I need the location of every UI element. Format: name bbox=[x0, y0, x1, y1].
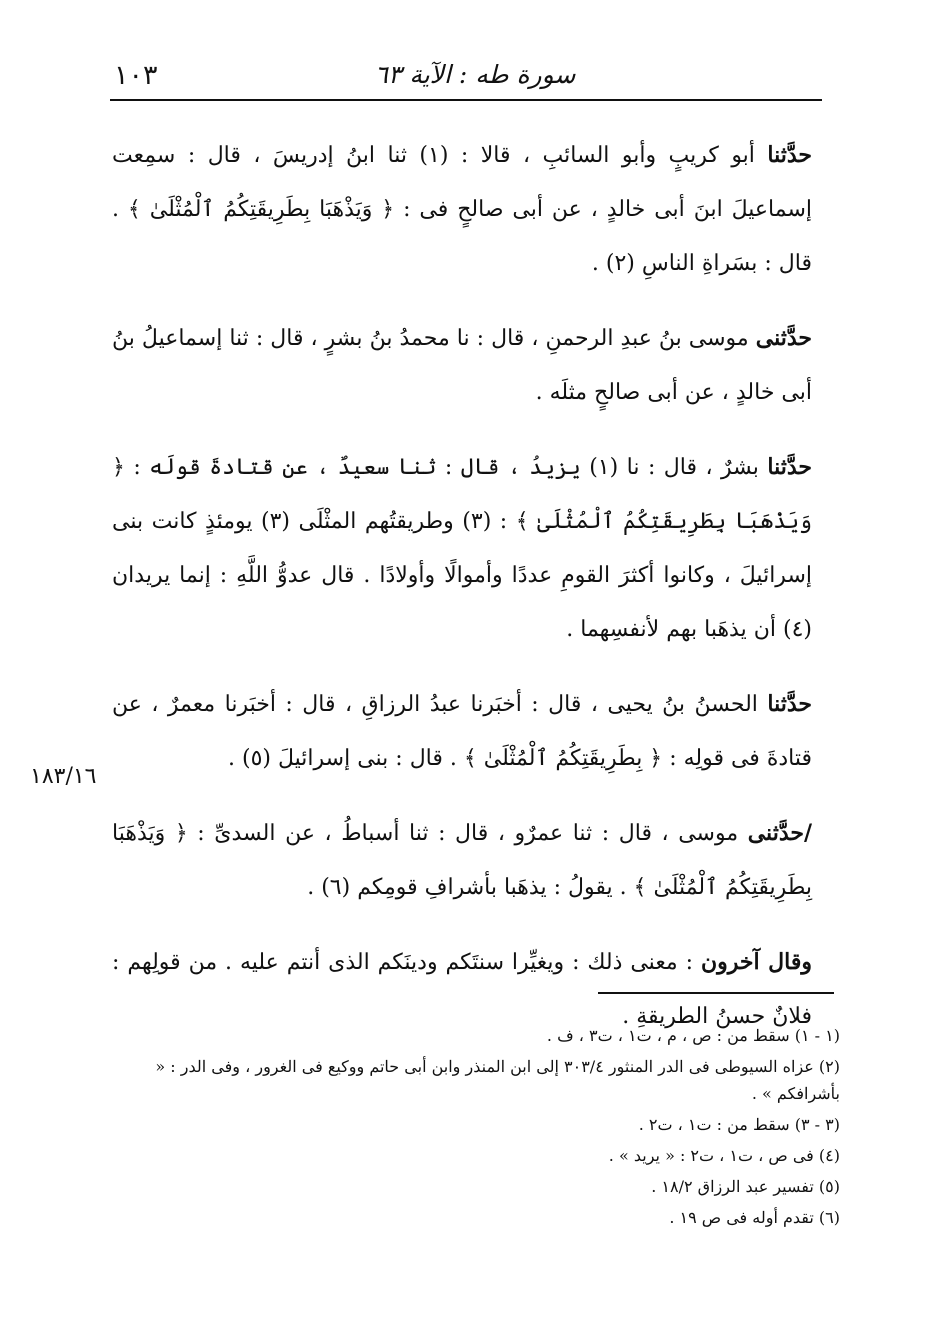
paragraph-text: الحسنُ بنُ يحيى ، قال : أخبَرنا عبدُ الرزاقِ ، قال : أخبَرنا معمرٌ ، عن قتادةَ فى قولِه : ﴿ بِطَرِيقَتِكُمُ ٱلْمُثْلَىٰ ﴾ . قال : بنى إسرائيلَ (٥) . bbox=[112, 692, 812, 771]
margin-reference: ١٨٣/١٦ bbox=[30, 764, 97, 789]
main-text bbox=[112, 128, 812, 1064]
paragraph-2 bbox=[112, 311, 812, 420]
paragraph-text: موسى بنُ عبدِ الرحمنِ ، قال : نا محمدُ بنُ بشرٍ ، قال : ثنا إسماعيلُ بنُ أبى خالدٍ ، عن أبى صالحٍ مثلَه . bbox=[112, 326, 812, 405]
footnote-1: (١ - ١) سقط من : ص ، م ، ت١ ، ت٣ ، ف . bbox=[546, 1026, 840, 1045]
paragraph-lead: حدَّثنى bbox=[755, 325, 812, 351]
paragraph-lead: وقال آخرون bbox=[700, 949, 812, 975]
paragraph-text: : معنى ذلك : ويغيِّرا سنتَكم ودينَكم الذى أنتم عليه . من قولِهم : فلانٌ حسنُ الطريقةِ . bbox=[112, 950, 812, 1029]
footnote-rule bbox=[598, 992, 834, 994]
paragraph-lead: حدَّثنا bbox=[767, 691, 812, 717]
paragraph-lead: حدَّثنا bbox=[767, 454, 812, 480]
paragraph-3 bbox=[112, 440, 812, 657]
footnote-4: (٤) فى ص ، ت١ ، ت٢ : « يريد » . bbox=[608, 1146, 840, 1165]
paragraph-text: أبو كريبٍ وأبو السائبِ ، قالا : (١) ثنا ابنُ إدريسَ ، قال : سمِعت إسماعيلَ ابنَ أبى خالدٍ ، عن أبى صالحٍ فى : ﴿ وَيَذْهَبَا بِطَرِيقَتِكُمُ ٱلْمُثْلَىٰ ﴾ . قال : بسَراةِ الناسِ (٢) . bbox=[112, 143, 812, 276]
paragraph-5 bbox=[112, 806, 812, 915]
footnote-6: (٦) تقدم أوله فى ص ١٩ . bbox=[669, 1208, 840, 1227]
running-head: سورة طه : الآية ٦٣ bbox=[374, 60, 576, 89]
paragraph-text: موسى ، قال : ثنا عمرٌو ، قال : ثنا أسباطُ ، عن السدىِّ : ﴿ وَيَذْهَبَا بِطَرِيقَتِكُمُ ٱلْمُثْلَىٰ ﴾ . يقولُ : يذهَبا بأشرافِ قومِكم (٦) . bbox=[112, 821, 812, 900]
paragraph-1 bbox=[112, 128, 812, 291]
footnotes bbox=[112, 1022, 840, 1235]
header-rule bbox=[110, 99, 822, 101]
paragraph-4 bbox=[112, 677, 812, 786]
paragraph-text: بشرٌ ، قال : نا (١) يزيدُ ، قال : ثنا سعيدٌ ، عن قتادةَ قولَه : ﴿ وَيَذْهَبَا بِطَرِيقَتِكُمُ ٱلْمُثْلَىٰ ﴾ : (٣) وطريقتُهم المثْلَى (٣) يومئذٍ كانت بنى إسرائيلَ ، وكانوا أكثرَ القومِ عددًا وأموالًا وأولادًا . قال عدوُّ اللَّهِ : إنما يريدان (٤) أن يذهَبا بهم لأنفسِهما . bbox=[112, 455, 812, 642]
page-header bbox=[110, 58, 822, 98]
footnote-3: (٣ - ٣) سقط من : ت١ ، ت٢ . bbox=[638, 1115, 840, 1134]
paragraph-lead: /حدَّثنى bbox=[747, 820, 812, 846]
footnote-2: (٢) عزاه السيوطى فى الدر المنثور ٣٠٣/٤ إلى ابن المنذر وابن أبى حاتم ووكيع فى الغرور ، وفى الدر : « بأشرافكم » . bbox=[155, 1057, 840, 1103]
page-number: ١٠٣ bbox=[114, 60, 158, 91]
footnote-5: (٥) تفسير عبد الرزاق ١٨/٢ . bbox=[651, 1177, 840, 1196]
paragraph-lead: حدَّثنا bbox=[767, 142, 813, 168]
